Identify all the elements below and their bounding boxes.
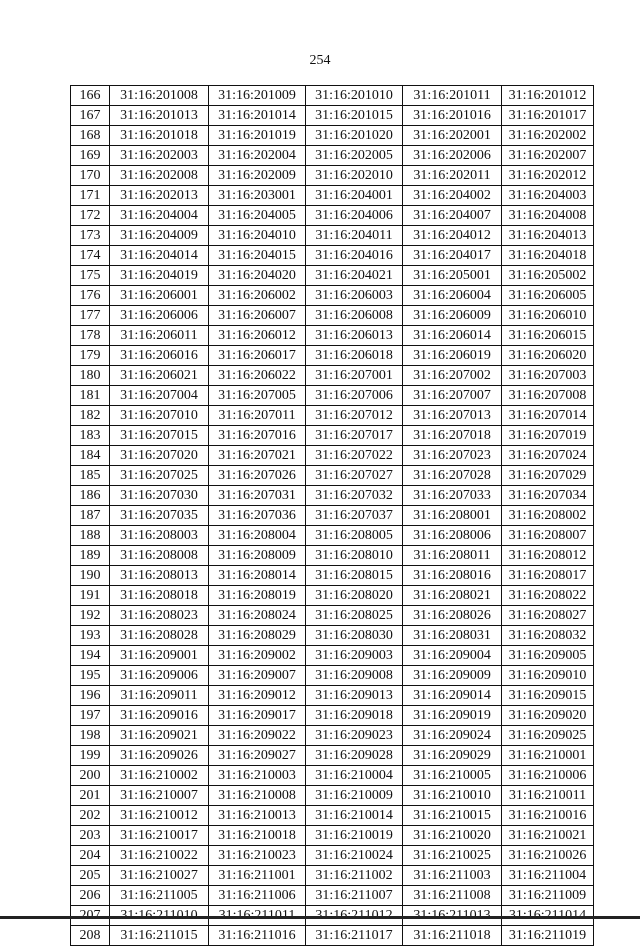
cadastral-code-cell: 31:16:208028 xyxy=(110,626,209,646)
cadastral-code-cell: 31:16:207015 xyxy=(110,426,209,446)
row-number-cell: 171 xyxy=(71,186,110,206)
cadastral-code-cell: 31:16:208019 xyxy=(209,586,306,606)
cadastral-code-cell: 31:16:210014 xyxy=(306,806,403,826)
cadastral-code-cell: 31:16:204003 xyxy=(502,186,594,206)
cadastral-code-cell: 31:16:204002 xyxy=(403,186,502,206)
table-row xyxy=(71,406,594,426)
table-row xyxy=(71,726,594,746)
cadastral-code-cell: 31:16:210027 xyxy=(110,866,209,886)
cadastral-code-cell: 31:16:201018 xyxy=(110,126,209,146)
cadastral-code-cell: 31:16:202011 xyxy=(403,166,502,186)
cadastral-code-cell: 31:16:210010 xyxy=(403,786,502,806)
cadastral-code-cell: 31:16:207023 xyxy=(403,446,502,466)
cadastral-code-cell: 31:16:201009 xyxy=(209,86,306,106)
cadastral-code-cell: 31:16:208006 xyxy=(403,526,502,546)
table-row xyxy=(71,526,594,546)
cadastral-code-cell: 31:16:207013 xyxy=(403,406,502,426)
cadastral-code-cell: 31:16:201020 xyxy=(306,126,403,146)
cadastral-code-cell: 31:16:208011 xyxy=(403,546,502,566)
cadastral-code-cell: 31:16:202007 xyxy=(502,146,594,166)
cadastral-code-cell: 31:16:207011 xyxy=(209,406,306,426)
cadastral-code-cell: 31:16:208001 xyxy=(403,506,502,526)
cadastral-code-cell: 31:16:202006 xyxy=(403,146,502,166)
cadastral-code-cell: 31:16:204014 xyxy=(110,246,209,266)
table-row xyxy=(71,706,594,726)
table-row xyxy=(71,106,594,126)
cadastral-code-cell: 31:16:208004 xyxy=(209,526,306,546)
cadastral-code-cell: 31:16:209002 xyxy=(209,646,306,666)
cadastral-code-cell: 31:16:207012 xyxy=(306,406,403,426)
row-number-cell: 190 xyxy=(71,566,110,586)
cadastral-code-cell: 31:16:209019 xyxy=(403,706,502,726)
cadastral-code-cell: 31:16:210026 xyxy=(502,846,594,866)
cadastral-code-cell: 31:16:211016 xyxy=(209,926,306,946)
cadastral-code-cell: 31:16:211004 xyxy=(502,866,594,886)
cadastral-code-cell: 31:16:201016 xyxy=(403,106,502,126)
table-row xyxy=(71,806,594,826)
cadastral-code-cell: 31:16:208015 xyxy=(306,566,403,586)
cadastral-code-cell: 31:16:210017 xyxy=(110,826,209,846)
cadastral-code-cell: 31:16:204020 xyxy=(209,266,306,286)
table-row xyxy=(71,386,594,406)
cadastral-code-cell: 31:16:201015 xyxy=(306,106,403,126)
cadastral-code-cell: 31:16:206013 xyxy=(306,326,403,346)
cadastral-code-cell: 31:16:201012 xyxy=(502,86,594,106)
row-number-cell: 195 xyxy=(71,666,110,686)
cadastral-code-cell: 31:16:209027 xyxy=(209,746,306,766)
cadastral-code-cell: 31:16:202008 xyxy=(110,166,209,186)
table-row xyxy=(71,606,594,626)
table-row xyxy=(71,86,594,106)
row-number-cell: 183 xyxy=(71,426,110,446)
cadastral-code-cell: 31:16:202004 xyxy=(209,146,306,166)
cadastral-code-cell: 31:16:208032 xyxy=(502,626,594,646)
row-number-cell: 204 xyxy=(71,846,110,866)
cadastral-code-cell: 31:16:210001 xyxy=(502,746,594,766)
cadastral-code-cell: 31:16:208016 xyxy=(403,566,502,586)
cadastral-code-cell: 31:16:206005 xyxy=(502,286,594,306)
cadastral-code-cell: 31:16:202001 xyxy=(403,126,502,146)
cadastral-code-cell: 31:16:204008 xyxy=(502,206,594,226)
cadastral-code-cell: 31:16:207026 xyxy=(209,466,306,486)
cadastral-code-cell: 31:16:207034 xyxy=(502,486,594,506)
cadastral-code-cell: 31:16:207033 xyxy=(403,486,502,506)
row-number-cell: 199 xyxy=(71,746,110,766)
row-number-cell: 167 xyxy=(71,106,110,126)
cadastral-code-cell: 31:16:208013 xyxy=(110,566,209,586)
cadastral-code-cell: 31:16:209005 xyxy=(502,646,594,666)
cadastral-code-cell: 31:16:208027 xyxy=(502,606,594,626)
cadastral-code-cell: 31:16:204016 xyxy=(306,246,403,266)
cadastral-code-cell: 31:16:209011 xyxy=(110,686,209,706)
cadastral-code-cell: 31:16:208002 xyxy=(502,506,594,526)
table-row xyxy=(71,886,594,906)
cadastral-code-cell: 31:16:204012 xyxy=(403,226,502,246)
cadastral-code-cell: 31:16:210003 xyxy=(209,766,306,786)
cadastral-code-cell: 31:16:202003 xyxy=(110,146,209,166)
row-number-cell: 202 xyxy=(71,806,110,826)
row-number-cell: 203 xyxy=(71,826,110,846)
cadastral-code-cell: 31:16:204018 xyxy=(502,246,594,266)
cadastral-code-cell: 31:16:204004 xyxy=(110,206,209,226)
cadastral-code-cell: 31:16:206014 xyxy=(403,326,502,346)
cadastral-code-cell: 31:16:210012 xyxy=(110,806,209,826)
cadastral-code-cell: 31:16:209008 xyxy=(306,666,403,686)
cadastral-code-cell: 31:16:210024 xyxy=(306,846,403,866)
row-number-cell: 193 xyxy=(71,626,110,646)
table-row xyxy=(71,306,594,326)
row-number-cell: 208 xyxy=(71,926,110,946)
cadastral-code-cell: 31:16:209003 xyxy=(306,646,403,666)
cadastral-code-cell: 31:16:206020 xyxy=(502,346,594,366)
cadastral-code-cell: 31:16:210020 xyxy=(403,826,502,846)
row-number-cell: 173 xyxy=(71,226,110,246)
cadastral-code-cell: 31:16:207008 xyxy=(502,386,594,406)
cadastral-code-cell: 31:16:210008 xyxy=(209,786,306,806)
cadastral-code-cell: 31:16:207029 xyxy=(502,466,594,486)
cadastral-code-cell: 31:16:209007 xyxy=(209,666,306,686)
cadastral-code-cell: 31:16:209024 xyxy=(403,726,502,746)
cadastral-code-cell: 31:16:206018 xyxy=(306,346,403,366)
table-row xyxy=(71,746,594,766)
cadastral-code-cell: 31:16:206008 xyxy=(306,306,403,326)
cadastral-code-cell: 31:16:201017 xyxy=(502,106,594,126)
cadastral-code-cell: 31:16:207014 xyxy=(502,406,594,426)
cadastral-code-cell: 31:16:201010 xyxy=(306,86,403,106)
row-number-cell: 194 xyxy=(71,646,110,666)
cadastral-code-cell: 31:16:204005 xyxy=(209,206,306,226)
table-row xyxy=(71,566,594,586)
table-row xyxy=(71,186,594,206)
table-row xyxy=(71,426,594,446)
cadastral-code-cell: 31:16:210007 xyxy=(110,786,209,806)
table-row xyxy=(71,506,594,526)
cadastral-code-cell: 31:16:208007 xyxy=(502,526,594,546)
cadastral-code-cell: 31:16:207004 xyxy=(110,386,209,406)
cadastral-code-cell: 31:16:209004 xyxy=(403,646,502,666)
table-row xyxy=(71,826,594,846)
cadastral-code-cell: 31:16:211017 xyxy=(306,926,403,946)
cadastral-code-cell: 31:16:206019 xyxy=(403,346,502,366)
cadastral-code-cell: 31:16:211008 xyxy=(403,886,502,906)
cadastral-code-cell: 31:16:207019 xyxy=(502,426,594,446)
table-row xyxy=(71,206,594,226)
table-row xyxy=(71,146,594,166)
row-number-cell: 178 xyxy=(71,326,110,346)
cadastral-code-cell: 31:16:209009 xyxy=(403,666,502,686)
cadastral-code-cell: 31:16:208022 xyxy=(502,586,594,606)
row-number-cell: 168 xyxy=(71,126,110,146)
cadastral-code-cell: 31:16:209015 xyxy=(502,686,594,706)
table-row xyxy=(71,766,594,786)
cadastral-code-cell: 31:16:204007 xyxy=(403,206,502,226)
row-number-cell: 200 xyxy=(71,766,110,786)
cadastral-code-cell: 31:16:207001 xyxy=(306,366,403,386)
cadastral-code-cell: 31:16:206021 xyxy=(110,366,209,386)
cadastral-code-cell: 31:16:209006 xyxy=(110,666,209,686)
cadastral-code-cell: 31:16:207035 xyxy=(110,506,209,526)
cadastral-code-cell: 31:16:206017 xyxy=(209,346,306,366)
cadastral-code-cell: 31:16:206012 xyxy=(209,326,306,346)
cadastral-code-cell: 31:16:207024 xyxy=(502,446,594,466)
cadastral-code-cell: 31:16:208003 xyxy=(110,526,209,546)
cadastral-code-cell: 31:16:206002 xyxy=(209,286,306,306)
cadastral-code-cell: 31:16:208021 xyxy=(403,586,502,606)
cadastral-code-cell: 31:16:201011 xyxy=(403,86,502,106)
cadastral-code-cell: 31:16:204017 xyxy=(403,246,502,266)
cadastral-code-cell: 31:16:211005 xyxy=(110,886,209,906)
table-row xyxy=(71,626,594,646)
cadastral-code-cell: 31:16:209029 xyxy=(403,746,502,766)
cadastral-code-cell: 31:16:204015 xyxy=(209,246,306,266)
table-row xyxy=(71,266,594,286)
cadastral-code-cell: 31:16:202005 xyxy=(306,146,403,166)
cadastral-code-cell: 31:16:208025 xyxy=(306,606,403,626)
cadastral-code-cell: 31:16:207018 xyxy=(403,426,502,446)
row-number-cell: 182 xyxy=(71,406,110,426)
row-number-cell: 205 xyxy=(71,866,110,886)
cadastral-code-cell: 31:16:208012 xyxy=(502,546,594,566)
cadastral-code-cell: 31:16:209017 xyxy=(209,706,306,726)
table-row xyxy=(71,846,594,866)
cadastral-code-cell: 31:16:211003 xyxy=(403,866,502,886)
cadastral-code-cell: 31:16:204019 xyxy=(110,266,209,286)
table-row xyxy=(71,926,594,946)
cadastral-code-cell: 31:16:209018 xyxy=(306,706,403,726)
table-row xyxy=(71,466,594,486)
cadastral-code-cell: 31:16:209020 xyxy=(502,706,594,726)
cadastral-code-cell: 31:16:208018 xyxy=(110,586,209,606)
cadastral-code-cell: 31:16:206003 xyxy=(306,286,403,306)
cadastral-code-cell: 31:16:208010 xyxy=(306,546,403,566)
cadastral-code-cell: 31:16:209010 xyxy=(502,666,594,686)
cadastral-code-cell: 31:16:208023 xyxy=(110,606,209,626)
cadastral-code-cell: 31:16:209012 xyxy=(209,686,306,706)
cadastral-code-cell: 31:16:201014 xyxy=(209,106,306,126)
cadastral-code-cell: 31:16:204013 xyxy=(502,226,594,246)
cadastral-code-cell: 31:16:209026 xyxy=(110,746,209,766)
cadastral-code-cell: 31:16:207030 xyxy=(110,486,209,506)
cadastral-code-cell: 31:16:206015 xyxy=(502,326,594,346)
cadastral-code-cell: 31:16:210019 xyxy=(306,826,403,846)
cadastral-code-cell: 31:16:209028 xyxy=(306,746,403,766)
cadastral-code-cell: 31:16:206007 xyxy=(209,306,306,326)
cadastral-code-cell: 31:16:205002 xyxy=(502,266,594,286)
cadastral-code-cell: 31:16:202009 xyxy=(209,166,306,186)
cadastral-code-cell: 31:16:210013 xyxy=(209,806,306,826)
cadastral-code-cell: 31:16:207036 xyxy=(209,506,306,526)
row-number-cell: 185 xyxy=(71,466,110,486)
row-number-cell: 169 xyxy=(71,146,110,166)
cadastral-code-cell: 31:16:210006 xyxy=(502,766,594,786)
cadastral-code-cell: 31:16:208014 xyxy=(209,566,306,586)
cadastral-code-cell: 31:16:210011 xyxy=(502,786,594,806)
cadastral-code-cell: 31:16:206004 xyxy=(403,286,502,306)
cadastral-code-cell: 31:16:209014 xyxy=(403,686,502,706)
row-number-cell: 201 xyxy=(71,786,110,806)
cadastral-code-cell: 31:16:207002 xyxy=(403,366,502,386)
cadastral-code-cell: 31:16:208031 xyxy=(403,626,502,646)
cadastral-code-cell: 31:16:210022 xyxy=(110,846,209,866)
cadastral-code-cell: 31:16:210021 xyxy=(502,826,594,846)
cadastral-code-cell: 31:16:204009 xyxy=(110,226,209,246)
table-row xyxy=(71,286,594,306)
cadastral-code-cell: 31:16:211002 xyxy=(306,866,403,886)
row-number-cell: 179 xyxy=(71,346,110,366)
cadastral-code-cell: 31:16:206009 xyxy=(403,306,502,326)
cadastral-code-cell: 31:16:206016 xyxy=(110,346,209,366)
cadastral-code-cell: 31:16:209023 xyxy=(306,726,403,746)
cadastral-code-cell: 31:16:207022 xyxy=(306,446,403,466)
row-number-cell: 192 xyxy=(71,606,110,626)
row-number-cell: 197 xyxy=(71,706,110,726)
cadastral-code-cell: 31:16:210015 xyxy=(403,806,502,826)
table-row xyxy=(71,126,594,146)
cadastral-code-cell: 31:16:210018 xyxy=(209,826,306,846)
page-number: 254 xyxy=(309,53,331,68)
table-row xyxy=(71,646,594,666)
row-number-cell: 174 xyxy=(71,246,110,266)
cadastral-code-cell: 31:16:207027 xyxy=(306,466,403,486)
cadastral-code-cell: 31:16:202010 xyxy=(306,166,403,186)
cadastral-code-cell: 31:16:210005 xyxy=(403,766,502,786)
cadastral-code-cell: 31:16:206010 xyxy=(502,306,594,326)
cadastral-code-cell: 31:16:205001 xyxy=(403,266,502,286)
cadastral-code-cell: 31:16:201008 xyxy=(110,86,209,106)
row-number-cell: 177 xyxy=(71,306,110,326)
table-row xyxy=(71,366,594,386)
cadastral-code-cell: 31:16:207006 xyxy=(306,386,403,406)
table-row xyxy=(71,486,594,506)
row-number-cell: 188 xyxy=(71,526,110,546)
row-number-cell: 172 xyxy=(71,206,110,226)
cadastral-code-cell: 31:16:211009 xyxy=(502,886,594,906)
cadastral-code-cell: 31:16:201013 xyxy=(110,106,209,126)
cadastral-code-cell: 31:16:207005 xyxy=(209,386,306,406)
cadastral-code-cell: 31:16:208005 xyxy=(306,526,403,546)
cadastral-code-cell: 31:16:210004 xyxy=(306,766,403,786)
row-number-cell: 184 xyxy=(71,446,110,466)
cadastral-code-cell: 31:16:207021 xyxy=(209,446,306,466)
cadastral-code-cell: 31:16:208017 xyxy=(502,566,594,586)
row-number-cell: 187 xyxy=(71,506,110,526)
cadastral-code-cell: 31:16:204010 xyxy=(209,226,306,246)
row-number-cell: 186 xyxy=(71,486,110,506)
cadastral-code-cell: 31:16:209013 xyxy=(306,686,403,706)
cadastral-code-cell: 31:16:202013 xyxy=(110,186,209,206)
cadastral-code-cell: 31:16:207020 xyxy=(110,446,209,466)
row-number-cell: 206 xyxy=(71,886,110,906)
cadastral-code-cell: 31:16:211018 xyxy=(403,926,502,946)
cadastral-code-cell: 31:16:207017 xyxy=(306,426,403,446)
table-body xyxy=(71,86,594,946)
cadastral-code-cell: 31:16:206011 xyxy=(110,326,209,346)
table-row xyxy=(71,246,594,266)
cadastral-code-cell: 31:16:209022 xyxy=(209,726,306,746)
cadastral-code-cell: 31:16:210002 xyxy=(110,766,209,786)
cadastral-code-cell: 31:16:209001 xyxy=(110,646,209,666)
table-row xyxy=(71,226,594,246)
cadastral-code-cell: 31:16:204011 xyxy=(306,226,403,246)
cadastral-code-cell: 31:16:207016 xyxy=(209,426,306,446)
row-number-cell: 166 xyxy=(71,86,110,106)
cadastral-code-cell: 31:16:210016 xyxy=(502,806,594,826)
cadastral-number-table xyxy=(70,85,594,946)
cadastral-code-cell: 31:16:207025 xyxy=(110,466,209,486)
cadastral-code-cell: 31:16:208026 xyxy=(403,606,502,626)
cadastral-code-cell: 31:16:208024 xyxy=(209,606,306,626)
cadastral-code-cell: 31:16:202002 xyxy=(502,126,594,146)
row-number-cell: 181 xyxy=(71,386,110,406)
row-number-cell: 176 xyxy=(71,286,110,306)
cadastral-code-cell: 31:16:208030 xyxy=(306,626,403,646)
table-row xyxy=(71,666,594,686)
cadastral-code-cell: 31:16:204001 xyxy=(306,186,403,206)
cadastral-code-cell: 31:16:207007 xyxy=(403,386,502,406)
cadastral-code-cell: 31:16:208020 xyxy=(306,586,403,606)
table-row xyxy=(71,786,594,806)
cadastral-code-cell: 31:16:206001 xyxy=(110,286,209,306)
cadastral-code-cell: 31:16:207028 xyxy=(403,466,502,486)
cadastral-code-cell: 31:16:211019 xyxy=(502,926,594,946)
cadastral-code-cell: 31:16:206006 xyxy=(110,306,209,326)
table-row xyxy=(71,166,594,186)
cadastral-code-cell: 31:16:204006 xyxy=(306,206,403,226)
row-number-cell: 189 xyxy=(71,546,110,566)
table-row xyxy=(71,326,594,346)
row-number-cell: 198 xyxy=(71,726,110,746)
cadastral-code-cell: 31:16:208029 xyxy=(209,626,306,646)
cadastral-code-cell: 31:16:208009 xyxy=(209,546,306,566)
cadastral-code-cell: 31:16:211007 xyxy=(306,886,403,906)
cadastral-code-cell: 31:16:204021 xyxy=(306,266,403,286)
cadastral-code-cell: 31:16:207010 xyxy=(110,406,209,426)
cadastral-code-cell: 31:16:211015 xyxy=(110,926,209,946)
row-number-cell: 180 xyxy=(71,366,110,386)
cadastral-code-cell: 31:16:207031 xyxy=(209,486,306,506)
cadastral-code-cell: 31:16:202012 xyxy=(502,166,594,186)
cadastral-code-cell: 31:16:209021 xyxy=(110,726,209,746)
cadastral-code-cell: 31:16:210025 xyxy=(403,846,502,866)
cadastral-code-cell: 31:16:207037 xyxy=(306,506,403,526)
table-row xyxy=(71,346,594,366)
row-number-cell: 191 xyxy=(71,586,110,606)
table-row xyxy=(71,586,594,606)
row-number-cell: 196 xyxy=(71,686,110,706)
cadastral-code-cell: 31:16:209016 xyxy=(110,706,209,726)
cadastral-code-cell: 31:16:211001 xyxy=(209,866,306,886)
cadastral-code-cell: 31:16:208008 xyxy=(110,546,209,566)
cadastral-code-cell: 31:16:207032 xyxy=(306,486,403,506)
cadastral-code-cell: 31:16:203001 xyxy=(209,186,306,206)
table-row xyxy=(71,446,594,466)
cadastral-code-cell: 31:16:206022 xyxy=(209,366,306,386)
cadastral-code-cell: 31:16:210009 xyxy=(306,786,403,806)
table-row xyxy=(71,866,594,886)
cadastral-code-cell: 31:16:207003 xyxy=(502,366,594,386)
row-number-cell: 175 xyxy=(71,266,110,286)
cadastral-code-cell: 31:16:211006 xyxy=(209,886,306,906)
cadastral-code-cell: 31:16:210023 xyxy=(209,846,306,866)
table-row xyxy=(71,546,594,566)
cadastral-code-cell: 31:16:209025 xyxy=(502,726,594,746)
cadastral-code-cell: 31:16:201019 xyxy=(209,126,306,146)
row-number-cell: 170 xyxy=(71,166,110,186)
table-row xyxy=(71,686,594,706)
